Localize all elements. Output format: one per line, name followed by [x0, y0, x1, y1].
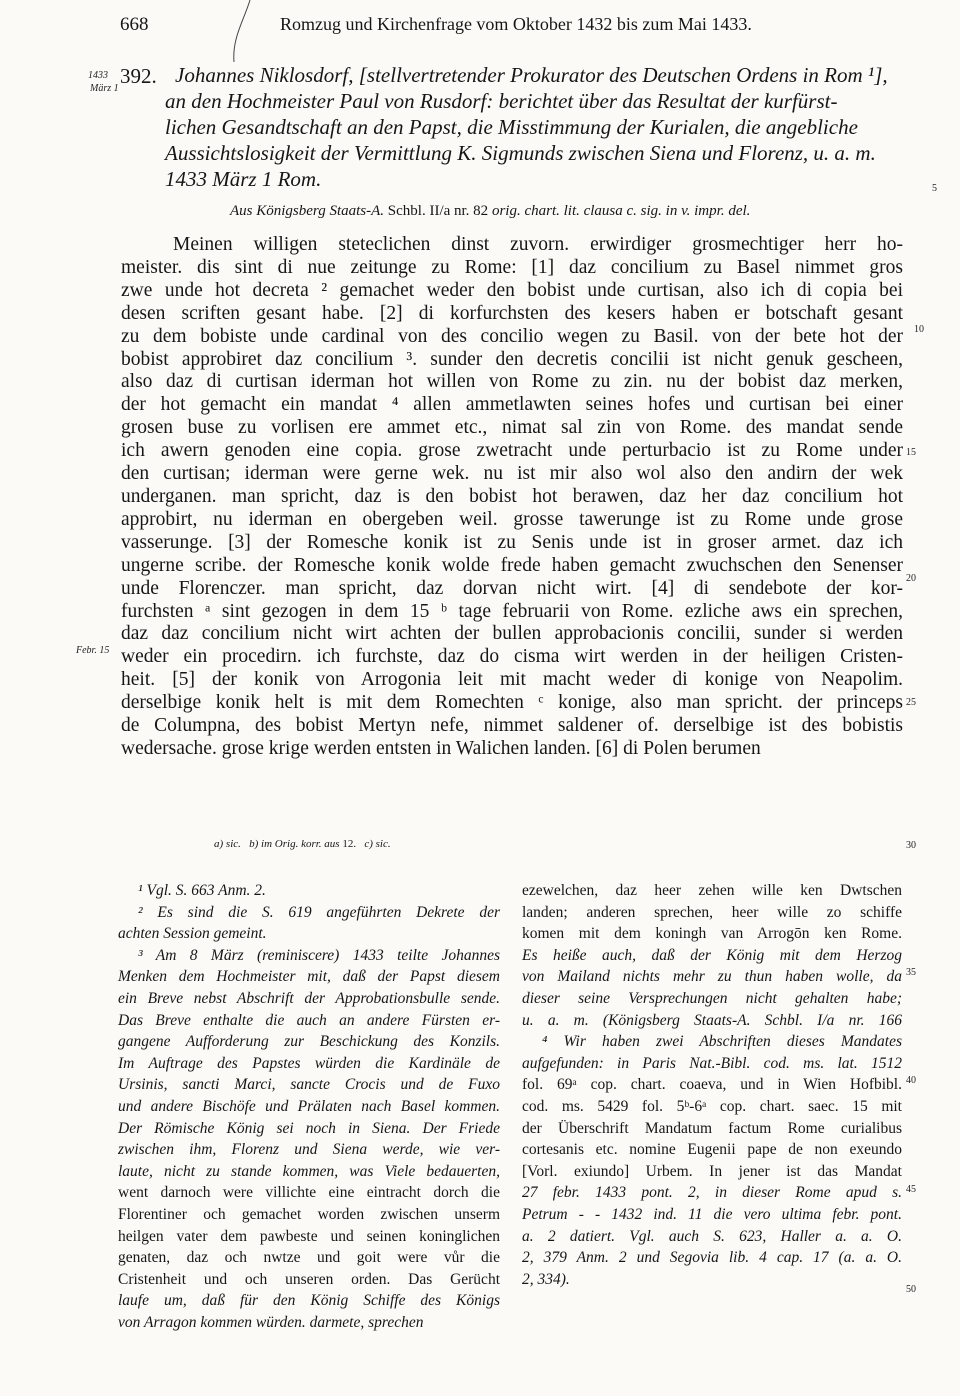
footnote-line: u. a. m. (Königsberg Staats-A. Schbl. I/a nr. 166 — [522, 1011, 902, 1029]
footnote-line: laute, nicht zu stande kommen, was Viele bedauerten, — [118, 1162, 500, 1180]
body-line: approbirt, nu iderman en obergeben weil. grosse tawerunge ist zu Rome unde grose — [121, 508, 903, 530]
footnote-line: ² Es sind die S. 619 angeführten Dekrete der — [138, 903, 500, 921]
body-line: vasserunge. [3] der Romesche konik ist zu Senis unde ist in groser armet. daz ich — [121, 531, 903, 553]
body-line: unde Florenczer. man spricht, daz dorvan nicht wirt. [4] di sendebote der kor- — [121, 577, 903, 599]
footnote-line: ³ Am 8 März (reminiscere) 1433 teilte Johannes — [138, 946, 500, 964]
body-line: bobist approbiret daz concilium ³. sunder den decretis concilii ist nicht genuk gescheen, — [121, 348, 903, 370]
regest-line: Aussichtslosigkeit der Vermittlung K. Sigmunds zwischen Siena und Florenz, u. a. m. — [165, 141, 876, 165]
body-line: de Columpna, des bobist Mertyn nefe, nimmet saldener of. derselbige ist des bobistis — [121, 715, 903, 737]
regest-line: Johannes Niklosdorf, [stellvertretender Prokurator des Deutschen Ordens in Rom ¹], — [175, 63, 888, 87]
body-line: ungerne scribe. der Romesche konik wolde frede haben gemacht zwuchschen den Senenser — [121, 554, 903, 576]
entry-number: 392. — [120, 64, 157, 88]
body-line: grosen buse zu vorlisen ere ammet etc., nimat sal zin von Rome. des mandat sende — [121, 417, 903, 439]
footnote-line: von Mailand nichts mehr zu thun haben wolle, da — [522, 968, 902, 986]
footnote-line: Petrum - - 1432 ind. 11 die vero ultima febr. pont. — [522, 1205, 902, 1223]
footnote-line: landen; anderen sprechen, heer wille zo schiffe — [522, 903, 902, 921]
footnote-line: a. 2 datiert. Vgl. auch S. 623, Haller a. a. O. — [522, 1227, 902, 1245]
footnote-line: genaten, daz och nwtze und goit were vůr die — [118, 1249, 500, 1267]
textual-note-a: a) sic. — [214, 838, 241, 850]
footnote-line: komen mit dem koningh van Arrogōn ken Rome. — [522, 925, 902, 943]
footnote-line: Der Römische König sei noch in Siena. Der Friede — [118, 1119, 500, 1137]
source-shelf: Schbl. II/a nr. 82 — [387, 203, 489, 219]
line-number: 30 — [906, 840, 916, 851]
regest-line: lichen Gesandtschaft an den Papst, die Misstimmung der Kurialen, die angebliche — [165, 115, 858, 139]
margin-year: 1433 — [88, 70, 108, 81]
body-line: ich awern genoden eine copia. grose zwetracht unde perturbacio ist zu Rome under — [121, 440, 903, 462]
line-number: 40 — [906, 1075, 916, 1086]
page-number: 668 — [120, 14, 149, 35]
line-number: 35 — [906, 967, 916, 978]
textual-notes — [214, 838, 391, 850]
footnote-line: ein Breve nebst Abschrift der Approbationsbulle sende. — [118, 989, 500, 1007]
margin-date: März 1 — [90, 83, 119, 94]
line-number: 20 — [906, 573, 916, 584]
footnote-line: achten Session gemeint. — [118, 925, 267, 943]
footnote-line: [Vorl. exiundo] Urbem. In jener ist das Mandat — [522, 1162, 902, 1180]
source-prefix: Aus Königsberg Staats-A. — [230, 203, 385, 219]
footnote-line: laufe um, daß für den König Schiffe des Königs — [118, 1292, 500, 1310]
regest-line: an den Hochmeister Paul von Rusdorf: berichtet über das Resultat der kurfürst- — [165, 89, 838, 113]
margin-date-febr: Febr. 15 — [76, 645, 110, 656]
body-line: meister. dis sint di nue zeitunge zu Rome: [1] daz concilium zu Basel nimmet gros — [121, 256, 903, 278]
line-number: 45 — [906, 1184, 916, 1195]
body-line: weder ein procedirn. ich furchste, daz do cisma wirt werden in der heiligen Cristen- — [121, 646, 903, 668]
footnote-line: 2, 379 Anm. 2 und Segovia lib. 4 cap. 17 (a. a. O. — [522, 1249, 902, 1267]
body-line: heit. [5] der konik von Arrogonia leit mit macht weder di konige von Neapolim. — [121, 669, 903, 691]
source-citation — [230, 203, 750, 220]
footnote-line: zwischen ihm, Florenz und Siena werde, wie ver- — [118, 1141, 500, 1159]
line-number: 25 — [906, 697, 916, 708]
footnote-line: Im Auftrage des Papstes würden die Kardinäle de — [118, 1054, 500, 1072]
footnote-line: und andere Bischöfe und Prälaten nach Basel kommen. — [118, 1097, 500, 1115]
footnote-line: Cristenheit und och unseren orden. Das Gerücht — [118, 1270, 500, 1288]
textual-note-b-value: 12. — [342, 838, 357, 850]
footnote-line: gangene Aufforderung zur Beschickung des Konzils. — [118, 1033, 500, 1051]
source-suffix: orig. chart. lit. clausa c. sig. in v. impr. del. — [491, 203, 751, 219]
footnote-line: heilgen vater dem pawbeste und seinen koninglichen — [118, 1227, 500, 1245]
footnote-line: ezewelchen, daz heer zehen wille ken Dwtschen — [522, 882, 902, 899]
body-line: underganen. man spricht, daz is den bobist hot berawen, daz her daz concilium hot — [121, 485, 903, 507]
line-number: 5 — [932, 183, 937, 194]
running-title: Romzug und Kirchenfrage vom Oktober 1432 bis zum Mai 1433. — [280, 14, 752, 34]
body-line: den curtisan; iderman were gerne wek. nu ist mir also wol also den andirn der wek — [121, 463, 903, 485]
regest-line: 1433 März 1 Rom. — [165, 167, 322, 191]
body-line: derselbige konik helt is mit dem Romechten ᶜ konige, also man spricht. der princeps — [121, 692, 903, 714]
footnote-line: 2, 334). — [522, 1270, 570, 1288]
body-line: der hot gemacht ein mandat ⁴ allen ammetlawten seines hofes und curtisan bei einer — [121, 394, 903, 416]
line-number: 10 — [914, 324, 924, 335]
footnote-line: Es heiße auch, daß der König mit dem Herzog — [522, 946, 902, 964]
footnote-line: von Arragon kommen würden. darmete, sprechen — [118, 1313, 424, 1331]
pencil-stroke-mark — [226, 0, 256, 65]
body-line: desen scriften gesant habe. [2] di korfurchsten des kesers haben er botschaft gesant — [121, 302, 903, 324]
footnote-line: aufgefunden: in Paris Nat.-Bibl. cod. ms. lat. 1512 — [522, 1054, 902, 1072]
textual-note-c: c) sic. — [364, 838, 391, 850]
footnotes-left-column — [118, 880, 500, 1333]
body-line: zu dem bobiste unde cardinal von des concilio wegen zu Basil. von der bete hot der — [121, 325, 903, 347]
footnote-line: Das Breve enthalte die auch an andere Fürsten er- — [118, 1011, 500, 1029]
textual-note-b: b) im Orig. korr. aus — [249, 838, 340, 850]
footnote-line: fol. 69ᵃ cop. chart. coaeva, und in Wien Hofbibl. — [522, 1076, 902, 1094]
footnote-line: ¹ Vgl. S. 663 Anm. 2. — [138, 882, 266, 899]
line-number: 50 — [906, 1284, 916, 1295]
footnote-line: 27 febr. 1433 pont. 2, in dieser Rome apud s. — [522, 1184, 902, 1202]
body-line: wedersache. grose krige werden entsten in Walichen landen. [6] di Polen berumen — [121, 737, 761, 759]
body-line: daz daz concilium nicht wirt achten der bullen approbacionis concilii, sunder si werden — [121, 623, 903, 645]
footnote-line: Florentiner och gemachet worden zwischen unserm — [118, 1205, 500, 1223]
body-line: Meinen willigen steteclichen dinst zuvorn. erwirdiger grosmechtiger herr ho- — [173, 234, 903, 255]
footnotes-right-column — [522, 880, 902, 1290]
line-number: 15 — [906, 447, 916, 458]
footnote-line: went darnoch were villichte eine eintracht dorch die — [118, 1184, 500, 1202]
regest-heading — [165, 62, 905, 192]
footnote-line: cortesanis etc. nomine Eugenii pape de non exeundo — [522, 1141, 902, 1159]
footnote-line: dieser seine Versprechungen nicht gehalten habe; — [522, 989, 902, 1007]
body-line: also daz di curtisan iderman hot willen von Rome zu zin. nu der bobist daz merken, — [121, 371, 903, 393]
body-line: furchsten ᵃ sint gezogen in dem 15 ᵇ tage februarii von Rome. ezliche aws ein sprechen, — [121, 600, 903, 622]
footnote-line: Menken dem Hochmeister mit, daß der Papst diesem — [118, 968, 500, 986]
footnote-line: cod. ms. 5429 fol. 5ᵇ-6ᵃ cop. chart. saec. 15 mit — [522, 1097, 902, 1115]
footnote-line: Ursinis, sancti Marci, sancte Crocis und de Fuxo — [118, 1076, 500, 1094]
body-line: zwe unde hot decreta ² gemachet weder den bobist unde curtisan, also ich di copia bei — [121, 279, 903, 301]
footnote-line: ⁴ Wir haben zwei Abschriften dieses Mandates — [542, 1033, 902, 1051]
footnote-line: der Überschrift Mandatum factum Rome curialibus — [522, 1119, 902, 1137]
letter-body — [121, 234, 903, 761]
